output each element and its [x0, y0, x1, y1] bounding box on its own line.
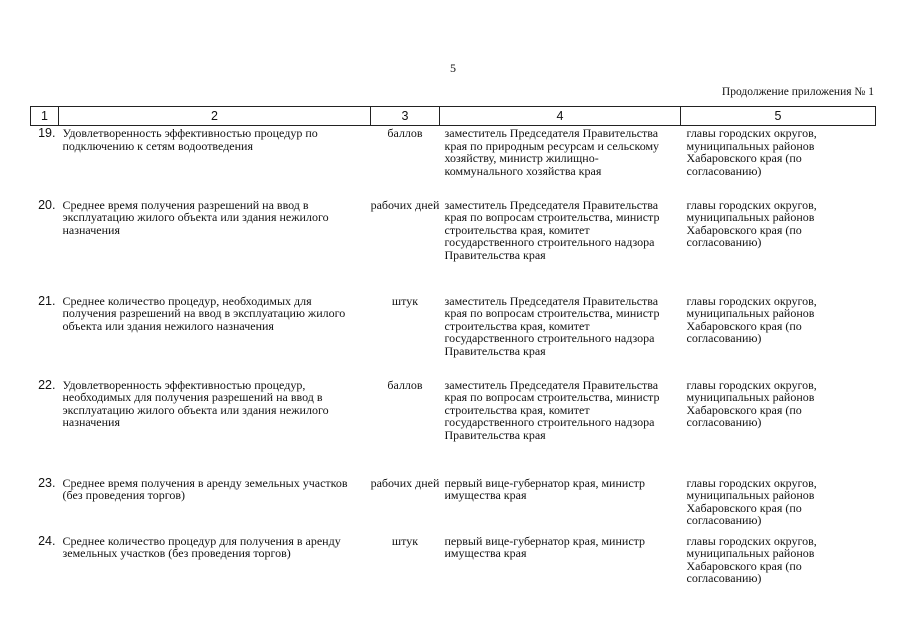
column-header-5: 5 — [681, 107, 876, 126]
responsible-executor: заместитель Председателя Правительства края по природным ресурсам и сельскому хозяйству, министр жилищно-коммунального хозяйства края — [444, 126, 660, 178]
indicator-name: Удовлетворенность эффективностью процедур по подключению к сетям водоотведения — [62, 126, 318, 153]
row-number: 21. — [38, 293, 56, 308]
table-row — [31, 294, 876, 378]
responsible-executor: заместитель Председателя Правительства края по вопросам строительства, министр строительства края, комитет государственного строительного надзора Правительства края — [444, 293, 660, 358]
co-executors: главы городских округов, муниципальных районов Хабаровского края (по согласованию) — [686, 197, 817, 250]
row-number: 19. — [38, 126, 56, 140]
indicator-name: Среднее время получения в аренду земельных участков (без проведения торгов) — [62, 475, 348, 503]
page-number: 5 — [450, 61, 456, 75]
appendix-continuation-note: Продолжение приложения № 1 — [721, 86, 874, 98]
unit-of-measure: баллов — [387, 126, 423, 140]
row-number: 20. — [38, 197, 56, 212]
column-header-3: 3 — [371, 107, 440, 126]
row-number: 22. — [38, 377, 56, 392]
indicator-name: Удовлетворенность эффективностью процедур, необходимых для получения разрешений на ввод в эксплуатацию жилого объекта или здания нежилого назначения — [62, 377, 329, 430]
co-executors: главы городских округов, муниципальных районов Хабаровского края (по согласованию) — [686, 126, 817, 178]
co-executors: главы городских округов, муниципальных районов Хабаровского края (по согласованию) — [686, 293, 817, 346]
unit-of-measure: рабочих дней — [370, 197, 440, 212]
row-number: 24. — [38, 533, 56, 548]
table-row — [31, 378, 876, 476]
table-header-row — [31, 107, 876, 126]
table-row — [31, 476, 876, 534]
indicator-name: Среднее количество процедур для получения в аренду земельных участков (без проведения торгов) — [62, 533, 341, 561]
responsible-executor: первый вице-губернатор края, министр имущества края — [444, 475, 646, 503]
column-header-2: 2 — [59, 107, 371, 126]
unit-of-measure: рабочих дней — [370, 475, 440, 490]
co-executors: главы городских округов, муниципальных районов Хабаровского края (по согласованию) — [686, 475, 817, 528]
row-number: 23. — [38, 475, 56, 490]
table-row — [31, 198, 876, 294]
unit-of-measure: штук — [391, 533, 419, 548]
indicator-name: Среднее время получения разрешений на ввод в эксплуатацию жилого объекта или здания нежилого назначения — [62, 197, 329, 237]
co-executors: главы городских округов, муниципальных районов Хабаровского края (по согласованию) — [686, 533, 817, 586]
table-row — [31, 534, 876, 594]
indicators-table — [30, 106, 876, 594]
table-row — [31, 126, 876, 198]
unit-of-measure: штук — [391, 293, 419, 308]
unit-of-measure: баллов — [387, 377, 423, 392]
co-executors: главы городских округов, муниципальных районов Хабаровского края (по согласованию) — [686, 377, 817, 430]
responsible-executor: первый вице-губернатор края, министр имущества края — [444, 533, 646, 561]
responsible-executor: заместитель Председателя Правительства края по вопросам строительства, министр строительства края, комитет государственного строительного надзора Правительства края — [444, 197, 660, 262]
indicator-name: Среднее количество процедур, необходимых для получения разрешений на ввод в эксплуатацию жилого объекта или здания нежилого назначения — [62, 293, 346, 333]
column-header-1: 1 — [31, 107, 59, 126]
column-header-4: 4 — [440, 107, 681, 126]
responsible-executor: заместитель Председателя Правительства края по вопросам строительства, министр строительства края, комитет государственного строительного надзора Правительства края — [444, 377, 660, 442]
